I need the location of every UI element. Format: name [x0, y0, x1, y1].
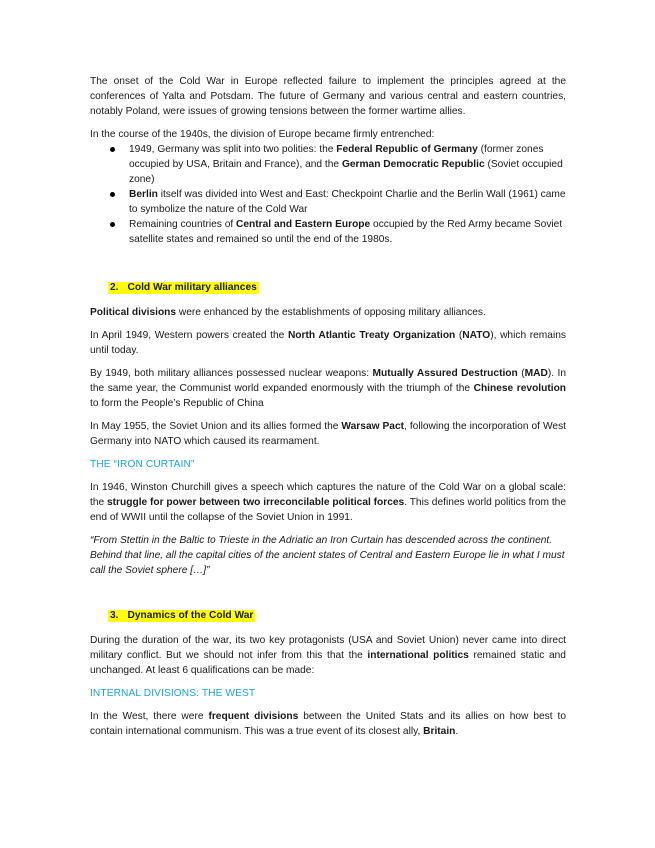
section-heading-military-alliances [108, 280, 259, 295]
body-paragraph: In the West, there were frequent divisions between the United Stats and its allies on how best to contain international communism. This was a true event of its closest ally, Britain. [90, 711, 566, 737]
body-paragraph: By 1949, both military alliances possessed nuclear weapons: Mutually Assured Destruction (MAD). In the same year, the Communist world expanded enormously with the triumph of the Chinese revolution to form the People’s Republic of China [90, 368, 567, 409]
bullet-icon [110, 147, 115, 152]
body-paragraph: In 1946, Winston Churchill gives a speech which captures the nature of the Cold War on a global scale: the struggle for power between two irreconcilable political forces. This defines world politics from the end of WWII until the collapse of the Soviet Union in 1991. [90, 482, 567, 523]
list-item: 1949, Germany was split into two polities: the Federal Republic of Germany (former zones occupied by USA, Britain and France), and the German Democratic Republic (Soviet occupied zone) [90, 142, 566, 187]
list-item: Berlin itself was divided into West and East: Checkpoint Charlie and the Berlin Wall (1961) came to symbolize the nature of the Cold War [90, 187, 566, 217]
bullet-icon [110, 222, 115, 227]
list-item: Remaining countries of Central and Eastern Europe occupied by the Red Army became Soviet satellite states and remained so until the end of the 1980s. [90, 217, 566, 247]
intro-lead-paragraph: In the course of the 1940s, the division of Europe became firmly entrenched: [90, 129, 435, 140]
body-paragraph: Political divisions were enhanced by the establishments of opposing military alliances. [90, 307, 486, 318]
body-paragraph: During the duration of the war, its two key protagonists (USA and Soviet Union) never came into direct military conflict. But we should not infer from this that the international politics remained static and unchanged. At least 6 qualifications can be made: [90, 635, 566, 676]
document-page [90, 74, 566, 739]
section-heading-dynamics [108, 608, 255, 623]
division-list [90, 142, 566, 247]
body-paragraph: In May 1955, the Soviet Union and its allies formed the Warsaw Pact, following the incorporation of West Germany into NATO which caused its rearmament. [90, 421, 566, 447]
section-number: 2. [110, 282, 119, 293]
subheading-internal-divisions: INTERNAL DIVISIONS: THE WEST [90, 688, 256, 699]
bullet-icon [110, 192, 115, 197]
subheading-iron-curtain: THE “IRON CURTAIN” [90, 459, 195, 470]
churchill-quote: “From Stettin in the Baltic to Trieste in the Adriatic an Iron Curtain has descended across the continent. Behind that line, all the capital cities of the ancient states of Central and Eastern Europe lie in what I must call the Soviet sphere […]” [90, 535, 565, 576]
section-title: Cold War military alliances [127, 282, 257, 293]
section-title: Dynamics of the Cold War [127, 610, 254, 621]
body-paragraph: In April 1949, Western powers created the North Atlantic Treaty Organization (NATO), which remains until today. [90, 330, 566, 356]
section-number: 3. [110, 610, 119, 621]
intro-paragraph: The onset of the Cold War in Europe reflected failure to implement the principles agreed at the conferences of Yalta and Potsdam. The future of Germany and various central and eastern countries, notably Poland, were issues of growing tensions between the former wartime allies. [90, 76, 566, 117]
